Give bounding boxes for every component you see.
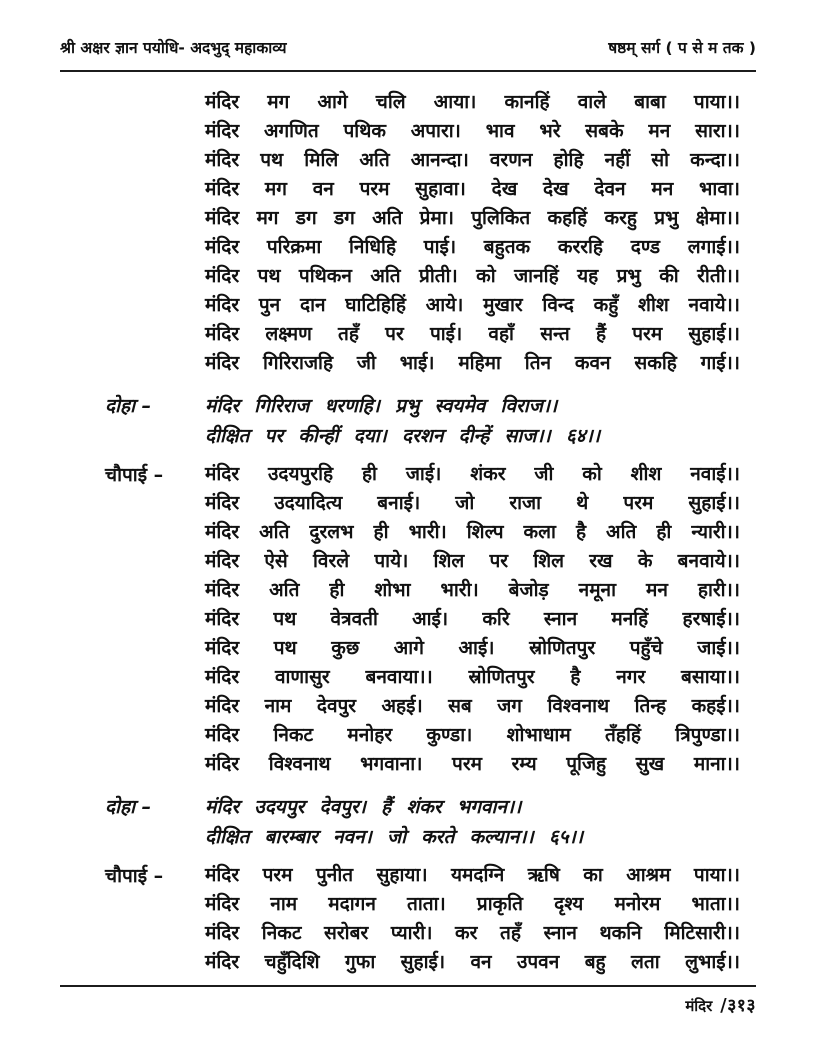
verse-line: मंदिर ऐसे विरले पाये। शिल पर शिल रख के बनवाये।। (205, 550, 740, 572)
section-lines (205, 460, 740, 779)
verse-line: मंदिर नाम मदागन ताता। प्राकृति दृश्य मनोरम भाता।। (205, 893, 740, 915)
verse-line: मंदिर निकट मनोहर कुण्डा। शोभाधाम तँहहिं त्रिपुण्डा।। (205, 724, 740, 746)
section-label: दोहा – (105, 796, 152, 818)
verse-line: मंदिर गिरिराजहि जी भाई। महिमा तिन कवन सकहि गाई।। (205, 352, 740, 374)
verse-line: दीक्षित पर कीन्हीं दया। दरशन दीन्हें साज।। ६४।। (205, 425, 601, 447)
section-label: चौपाई – (105, 865, 164, 887)
section-lines (205, 88, 740, 378)
footer-section-name: मंदिर (685, 997, 713, 1015)
verse-section (60, 460, 756, 779)
page-header (60, 0, 756, 58)
page-footer (685, 993, 756, 1017)
verse-line: मंदिर पुन दान घाटिहिहिं आये। मुखार विन्द कहुँ शीश नवाये।। (205, 294, 740, 316)
chapter-title: षष्ठम् सर्ग ( प से म तक ) (608, 39, 756, 57)
verse-line: मंदिर निकट सरोबर प्यारी। कर तहँ स्नान थकनि मिटिसारी।। (205, 922, 740, 944)
section-lines (205, 391, 740, 451)
book-title: श्री अक्षर ज्ञान पयोधि- अदभुद् महाकाव्य (60, 39, 287, 57)
verse-line: मंदिर अति ही शोभा भारी। बेजोड़ नमूना मन हारी।। (205, 579, 740, 601)
verse-line: मंदिर गिरिराज धरणहि। प्रभु स्वयमेव विराज।। (205, 395, 558, 417)
verse-section (60, 391, 756, 451)
verse-line: मंदिर उदयादित्य बनाई। जो राजा थे परम सुहाई।। (205, 492, 740, 514)
verse-line: मंदिर नाम देवपुर अहई। सब जग विश्वनाथ तिन्ह कहई।। (205, 695, 740, 717)
verse-line: मंदिर चहुँदिशि गुफा सुहाई। वन उपवन बहु लता लुभाई।। (205, 951, 740, 973)
section-lines (205, 861, 740, 977)
verse-line: मंदिर विश्वनाथ भगवाना। परम रम्य पूजिहु सुख माना।। (205, 753, 740, 775)
verse-line: मंदिर वाणासुर बनवाया।। स्रोणितपुर है नगर बसाया।। (205, 666, 740, 688)
verse-line: मंदिर मग डग डग अति प्रेमा। पुलिकित कहहिं करहु प्रभु क्षेमा।। (205, 207, 740, 229)
page-number: /३१३ (720, 996, 756, 1016)
verse-line: मंदिर पथ वेत्रवती आई। करि स्नान मनहिं हरषाई।। (205, 608, 740, 630)
verse-line: मंदिर पथ कुछ आगे आई। स्रोणितपुर पहुँचे जाई।। (205, 637, 740, 659)
section-lines (205, 792, 740, 852)
verse-line: मंदिर मग वन परम सुहावा। देख देख देवन मन भावा। (205, 178, 740, 200)
verse-line: मंदिर पथ पथिकन अति प्रीती। को जानहिं यह प्रभु की रीती।। (205, 265, 740, 287)
verse-line: मंदिर अगणित पथिक अपारा। भाव भरे सबके मन सारा।। (205, 120, 740, 142)
section-label: चौपाई – (105, 464, 164, 486)
verse-line: मंदिर मग आगे चलि आया। कानहिं वाले बाबा पाया।। (205, 91, 740, 113)
header-rule (60, 70, 756, 72)
verse-line: मंदिर पथ मिलि अति आनन्दा। वरणन होहि नहीं सो कन्दा।। (205, 149, 740, 171)
section-label: दोहा – (105, 395, 152, 417)
footer-rule (60, 985, 756, 987)
verse-line: दीक्षित बारम्बार नवन। जो करते कल्यान।। ६५।। (205, 826, 584, 848)
verse-line: मंदिर परिक्रमा निधिहि पाई। बहुतक कररहि दण्ड लगाई।। (205, 236, 740, 258)
verse-line: मंदिर अति दुरलभ ही भारी। शिल्प कला है अति ही न्यारी।। (205, 521, 740, 543)
verse-line: मंदिर परम पुनीत सुहाया। यमदग्नि ऋषि का आश्रम पाया।। (205, 864, 740, 886)
verse-line: मंदिर लक्ष्मण तहँ पर पाई। वहाँ सन्त हैं परम सुहाई।। (205, 323, 740, 345)
verse-content (60, 88, 756, 977)
verse-line: मंदिर उदयपुरहि ही जाई। शंकर जी को शीश नवाई।। (205, 463, 740, 485)
section-label (105, 88, 205, 378)
verse-section (60, 88, 756, 378)
verse-section (60, 861, 756, 977)
verse-section (60, 792, 756, 852)
verse-line: मंदिर उदयपुर देवपुर। हैं शंकर भगवान।। (205, 796, 522, 818)
